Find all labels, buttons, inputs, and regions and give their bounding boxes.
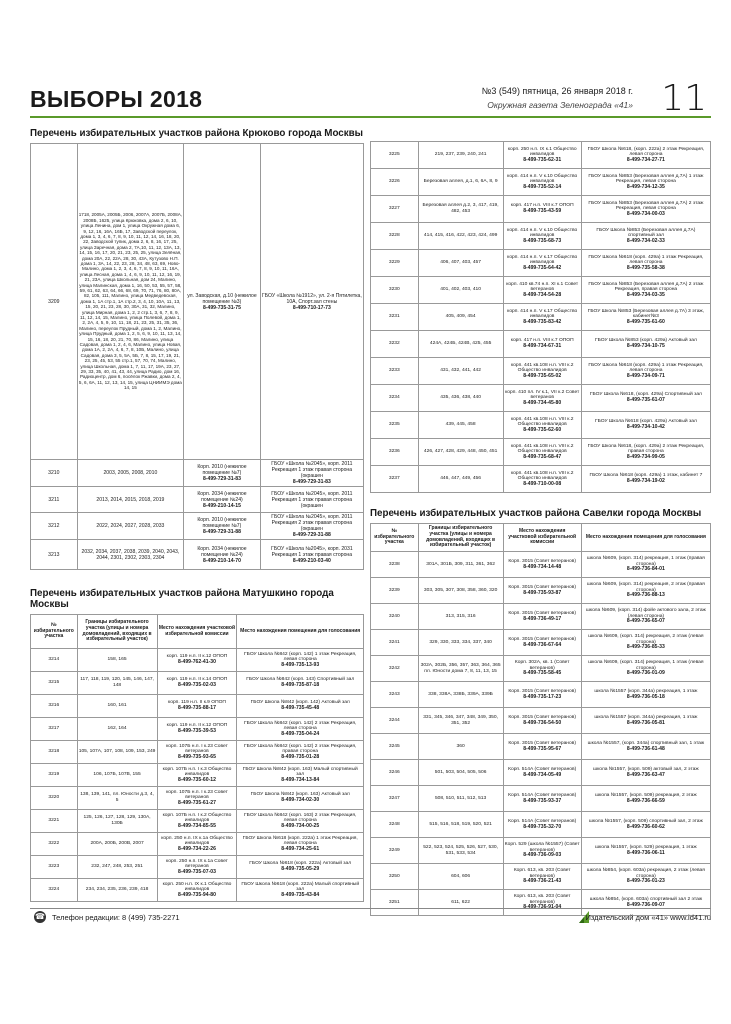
district-streets: 522, 523, 524, 525, 526, 527, 530, 531, 533, 534 (418, 838, 503, 864)
district-streets: 158, 165 (77, 649, 157, 672)
commission-location: Корп. 514А (Совет ветеранов) 8-499-734-05-49 (503, 760, 581, 786)
table-row (371, 277, 711, 304)
district-streets: 426, 427, 428, 429, 448, 450, 451 (418, 439, 503, 466)
district-streets: 2032, 2034, 2037, 2038, 2039, 2040, 2043, 2044, 2301, 2302, 2303, 2304 (77, 540, 184, 570)
voting-location: ГБОУ «Школа №2045», корп. 2031 Рекреация 1 этаж правая сторона 8-499-210-03-40 (260, 540, 363, 570)
district-number: 3218 (31, 741, 78, 764)
kryukovo-table (30, 143, 364, 570)
table-row (371, 304, 711, 331)
district-streets: 338, 338А, 338Б, 339А, 339Б (418, 682, 503, 708)
table-row (31, 540, 364, 570)
table-row (371, 812, 711, 838)
commission-location: корп. 414 н.п. V к.17 Общество инвалидов 8-499-735-64-42 (503, 250, 581, 277)
district-number: 3210 (31, 460, 78, 487)
table-header-row (31, 615, 364, 649)
commission-location: корп. 441 кв.108 н.п. VIII к.2 Общество инвалидов 8-499-735-62-60 (503, 412, 581, 439)
district-number: 3244 (371, 708, 419, 734)
commission-location: корп. 119 н.п. II к.9 ОПОП 8-499-735-88-17 (157, 695, 237, 718)
commission-location: корп. 250 н.п. IX к.1а Совет ветеранов 8-499-735-07-03 (157, 856, 237, 879)
commission-location: Корп. 3015 (Совет ветеранов) 8-499-735-17-23 (503, 682, 581, 708)
table-row (31, 879, 364, 902)
commission-location: Корп. 3015 (Совет ветеранов) 8-499-734-14-48 (503, 552, 581, 578)
commission-location: Корп. 2010 (нежилое помещение №7) 8-499-729-31-83 (184, 460, 261, 487)
phone-icon: ☎ (35, 912, 45, 921)
table-row (371, 734, 711, 760)
commission-location: Корп. 613, кв. 203 (Совет ветеранов) 8-499-736-91-04 (503, 890, 581, 916)
commission-location: Корп. 2010 (нежилое помещение №7) 8-499-729-31-88 (184, 513, 261, 540)
district-number: 3214 (31, 649, 78, 672)
district-number: 3242 (371, 656, 419, 682)
table-row (371, 358, 711, 385)
district-streets: 117, 118, 119, 120, 145, 146, 147, 148 (77, 672, 157, 695)
table-row (371, 169, 711, 196)
voting-location: ГБОУ Школа №618 (корп. 222а) Малый спортивный зал 8-499-735-43-84 (237, 879, 364, 902)
matushkino-table (30, 614, 364, 902)
voting-location: ГБОУ Школа №618 (корп. 429а) 1 этаж Рекреация, левая сторона 8-499-734-09-71 (581, 358, 710, 385)
district-streets: 405, 409, 454 (418, 304, 503, 331)
voting-location: школа №609, (корп. 314) рекреация, 2 этаж (правая сторона) 8-499-736-88-13 (581, 578, 710, 604)
savelki-table (370, 523, 711, 916)
table-row (31, 649, 364, 672)
voting-location: школа №1557, (корп. 529) рекреация, 1 этаж 8-499-736-06-11 (581, 838, 710, 864)
voting-location: ГБОУ Школа №842 (корп. 163) Малый спортивный зал 8-499-734-13-84 (237, 764, 364, 787)
district-number: 3245 (371, 734, 419, 760)
commission-location: Корп. 3015 (Совет ветеранов) 8-499-735-93-87 (503, 578, 581, 604)
district-number: 3213 (31, 540, 78, 570)
commission-location: Корп. 3015 (Совет ветеранов) 8-499-736-49-17 (503, 604, 581, 630)
voting-location: школа №609, (корп. 314) рекреация, 1 этаж (правая сторона) 8-499-736-84-01 (581, 552, 710, 578)
district-number: 3228 (371, 223, 419, 250)
district-number: 3232 (371, 331, 419, 358)
voting-location: школа №1557 (корп. 344а) рекреация, 1 этаж 8-499-736-05-81 (581, 708, 710, 734)
district-streets: 360 (418, 734, 503, 760)
district-number: 3238 (371, 552, 419, 578)
table-row (31, 695, 364, 718)
voting-location: ГБОУ Школа №618 (корп. 222а) Актовый зал 8-499-735-05-29 (237, 856, 364, 879)
commission-location: корп. 414 н.п. V к.17 Общество инвалидов 8-499-735-83-42 (503, 304, 581, 331)
table-row (371, 786, 711, 812)
voting-location: школа №1557 (корп. 344а) рекреация, 1 этаж 8-499-736-05-18 (581, 682, 710, 708)
column-header: № избирательного участка (31, 615, 78, 649)
district-streets: 2003, 2005, 2008, 2010 (77, 460, 184, 487)
commission-location: корп. 107Б н.п. I к.2 Общество инвалидов 8-499-734-85-55 (157, 810, 237, 833)
district-number: 3215 (31, 672, 78, 695)
district-streets: 106, 107Б, 107В, 155 (77, 764, 157, 787)
district-number: 3229 (371, 250, 419, 277)
district-streets: 439, 445, 458 (418, 412, 503, 439)
commission-location: корп. 119 н.п. II к.12 ОПОП 8-499-762-41-30 (157, 649, 237, 672)
table-row (31, 513, 364, 540)
district-streets: 105, 107А, 107, 108, 109, 153, 249 (77, 741, 157, 764)
commission-location: ул. Заводская, д.10 (нежилое помещение №3) 8-499-735-31-75 (184, 144, 261, 460)
page-header (30, 80, 711, 118)
district-streets: 138, 139, 141, пл. Юности д.3, 4, 5 (77, 787, 157, 810)
district-streets: 2013, 2014, 2015, 2018, 2019 (77, 487, 184, 513)
district-number: 3212 (31, 513, 78, 540)
editorial-phone: Телефон редакции: 8 (499) 735-2271 (52, 913, 180, 922)
district-streets: 303, 305, 307, 308, 358, 360, 320 (418, 578, 503, 604)
column-header: Границы избирательного участка (улицы и номера домовладений, входящих в избирательный участок) (77, 615, 157, 649)
matushkino-title: Перечень избирательных участков района Матушкино города Москвы (30, 588, 334, 610)
commission-location: корп. 250 н.п. IX к.1 Общество инвалидов 8-499-735-62-31 (503, 142, 581, 169)
kryukovo-title: Перечень избирательных участков района Крюково города Москвы (30, 128, 364, 139)
matushkino-cont-section (370, 141, 711, 493)
district-number: 3226 (371, 169, 419, 196)
table-row (31, 787, 364, 810)
table-row (31, 460, 364, 487)
voting-location: ГБОУ Школа №842 (корп. 142) 2 этаж Рекреация, левая сторона 8-499-735-04-24 (237, 718, 364, 741)
district-number: 3235 (371, 412, 419, 439)
commission-location: Корп. 514А (Совет ветеранов) 8-499-735-93-37 (503, 786, 581, 812)
voting-location: ГБОУ Школа №618, (корп. 222а) 2 этаж Рекреация, левая сторона 8-499-734-27-71 (581, 142, 710, 169)
district-streets: 431, 432, 441, 442 (418, 358, 503, 385)
table-row (371, 331, 711, 358)
voting-location: ГБОУ «Школа №2045», корп. 2011 Рекреация 1 этаж правая сторона (окрашен 8-499-729-31-83 (260, 460, 363, 487)
district-number: 3250 (371, 864, 419, 890)
district-streets: 232, 247, 248, 253, 251 (77, 856, 157, 879)
district-streets: 508, 510, 511, 512, 513 (418, 786, 503, 812)
table-row (371, 708, 711, 734)
district-streets: 331, 345, 346, 347, 348, 349, 350, 351, 352 (418, 708, 503, 734)
district-streets: 301А, 301Б, 309, 311, 361, 362 (418, 552, 503, 578)
voting-location: ГБОУ «Школа №1912», ул. 2-я Пятилетка, 10А, Спорт.зал стены 8-499-710-17-73 (260, 144, 363, 460)
table-row (371, 223, 711, 250)
voting-location: школа №1557, (корп. 509) рекреация, 2 этаж 8-499-736-66-59 (581, 786, 710, 812)
commission-location: Корп. 2034 (нежилое помещение №24) 8-499-210-14-15 (184, 487, 261, 513)
district-streets: 1718, 2005А, 2005Б, 2006, 2007А, 2007Б, 2008А, 2008Б, 1625, улица Крюковка, дома 2, 6, 10, улица Ленина, дом 1, улица Окружная дома 6, 9, 12, 16, 16А, 16Б, 17, Заводской переулок, дома 1, 3, 4, 6, 7, 8, 9, 10, 11, 12, 14, 16, 18, 20, 22, Заводской тупик, дома 2, 6, 8, 16, 17, 25, улица Заречная, дома 2, 7А,10, 11, 12, 13А, 13, 14, 15, 16, 17, 20, 21, 23, 25, 25, улица Зелёная, дома 20А, 22, 22А, 28, 30, 43А, Кутузово Н.П. дома 1, 3А, 14, 22, 23, 28, 34, 48, 63, 69, Ново-Малино, дома 1, 2, 3, 4, 6, 7, 8, 9, 10, 11, 16А, улица Лесная, дома 1, 4, 6, 9, 10, 11, 12, 16, 19, 21, 23А, улица Школьная, дом 24, Малино, улица Малинская, дома 1, 16, 50, 53, 55, 57, 58, 59, 61, 62, 63, 64, 66, 68, 69, 70, 71, 76, 80, 80А, 82, 105, 111, Малино, улица Медведевская, дома 1, 1А стр.1, 1А стр.2, 3, 4, 10, 10А, 11, 13, 15, 20, 21, 23, 28, 30, 30А, 31, 32, Малино, улица Мирная, дома 1, 2, 2 стр.1, 3, 6, 7, 8, 9, 11, 12, 14, 15, Малино, улица Полевой, дома 1, 2, 2А, 4, 5, 9, 10, 11, 18, 21, 23, 25, 31, 35, 36, Малино, переулок Прудный, дома 1, 2, Малино, улица Прудный, дома 1, 2, 5, 6, 9, 10, 11, 13, 14, 15, 16, 18, 20, 21, 70, 86, Малино, улица Садовая, дома 1, 2, 4, 6, Малино, улица Новая, дома 1А, 2, 2А, 4, 6, 7, 8, 10Б, Малино, улица Садовая, дома 3, 5, 5А, 5Б, 7, 8, 15, 17, 19, 21, 23, 25, 45, 53, 55 стр.1, 57, 70, 74, Малино, улица Школьная, дома 1, 7, 11, 17, 19А, 23, 27, 29, 33, 35, 40, 41, 43, 44, улица Радио, дом 16, Радиоцентр, дом 6, посёлок Ржавки, дома 2, 4, 5, 6, 6А, 11, 12, 13, 14, 15, улица ЦНИИМЭ дома 14, 15 (77, 144, 184, 460)
kryukovo-section (30, 128, 364, 570)
voting-location: школа №609, (корп. 314) рекреация, 1 этаж (левая сторона) 8-499-736-01-09 (581, 656, 710, 682)
section-title: ВЫБОРЫ 2018 (30, 86, 203, 112)
table-row (371, 552, 711, 578)
district-number: 3243 (371, 682, 419, 708)
district-streets: 414, 415, 416, 422, 423, 424, 499 (418, 223, 503, 250)
page-number: 11 (661, 78, 707, 119)
matushkino-cont-rows (371, 142, 711, 493)
district-number: 3248 (371, 812, 419, 838)
table-row (371, 760, 711, 786)
table-row (371, 439, 711, 466)
voting-location: школа №609, (корп. 314) фойе актового зала, 2 этаж (левая сторона) 8-499-736-65-07 (581, 604, 710, 630)
district-streets: 302А, 302Б, 356, 357, 363, 364, 365 пл. Юности дома 7, 8, 11, 13, 15 (418, 656, 503, 682)
district-streets: 162, 164 (77, 718, 157, 741)
commission-location: Корп. 2034 (нежилое помещение №24) 8-499-210-14-70 (184, 540, 261, 570)
district-number: 3225 (371, 142, 419, 169)
commission-location: корп. 441 кв.108 н.п. VIII к.2 Общество инвалидов 8-499-735-68-47 (503, 439, 581, 466)
commission-location: Корп. 3015 (Совет ветеранов) 8-499-736-67-64 (503, 630, 581, 656)
district-number: 3223 (31, 856, 78, 879)
commission-location: корп. 107Б н.п. I к.3 Общество инвалидов 8-499-735-60-12 (157, 764, 237, 787)
column-header: Место нахождения помещения для голосования (237, 615, 364, 649)
commission-location: корп. 410 пл. IV к.1, VII к.2 Совет ветеранов 8-499-734-45-80 (503, 385, 581, 412)
district-number: 3251 (371, 890, 419, 916)
district-streets: 2022, 2024, 2027, 2028, 2033 (77, 513, 184, 540)
table-row (371, 196, 711, 223)
page-footer (30, 908, 711, 923)
table-row (31, 856, 364, 879)
district-number: 3217 (31, 718, 78, 741)
table-row (371, 838, 711, 864)
commission-location: корп. 107Б н.п. I к.23 Совет ветеранов 8-499-735-61-27 (157, 787, 237, 810)
table-row (31, 741, 364, 764)
district-number: 3211 (31, 487, 78, 513)
voting-location: ГБОУ Школа №618, (корп. 429а) Спортивный зал 8-499-735-61-07 (581, 385, 710, 412)
table-row (371, 656, 711, 682)
district-streets: 611, 622 (418, 890, 503, 916)
table-row (31, 833, 364, 856)
district-number: 3227 (371, 196, 419, 223)
commission-location: корп. 417 н.п. VIII к.7 ОПОП 8-499-734-67-31 (503, 331, 581, 358)
district-streets: 435, 436, 438, 440 (418, 385, 503, 412)
district-number: 3224 (31, 879, 78, 902)
table-row (31, 672, 364, 695)
commission-location: корп. 107Б н.п. I к.23 Совет ветеранов 8-499-735-93-65 (157, 741, 237, 764)
table-row (371, 250, 711, 277)
voting-location: школа №1557, (корп. 509) актовый зал, 2 этаж 8-499-736-63-47 (581, 760, 710, 786)
district-streets: 515, 516, 518, 519, 520, 521 (418, 812, 503, 838)
table-header-row (371, 524, 711, 552)
district-streets: 446, 447, 449, 456 (418, 466, 503, 493)
column-header: Место нахождения участковой избирательной комиссии (503, 524, 581, 552)
voting-location: ГБОУ «Школа №2045», корп. 2011 Рекреация 2 этаж правая сторона (окрашен 8-499-729-31-88 (260, 513, 363, 540)
voting-location: ГБОУ «Школа №2045», корп. 2011 Рекреация 1 этаж правая сторона (окрашен (260, 487, 363, 513)
matushkino-section (30, 588, 364, 902)
voting-location: ГБОУ Школа №842 (корп. 143) Спортивный зал 8-499-735-87-18 (237, 672, 364, 695)
matushkino-rows (31, 649, 364, 902)
district-number: 3209 (31, 144, 78, 460)
district-number: 3249 (371, 838, 419, 864)
table-row (371, 630, 711, 656)
voting-location: ГБОУ Школа №842 (корп. 163) Актовый зал 8-499-734-02-30 (237, 787, 364, 810)
district-number: 3233 (371, 358, 419, 385)
table-row (371, 412, 711, 439)
voting-location: ГБОУ Школа №618 (корп. 429а) 1 этаж, кабинет 7 8-499-734-19-02 (581, 466, 710, 493)
voting-location: ГБОУ Школа №618 (корп. 222а) 1 этаж Рекреация, левая сторона 8-499-734-25-61 (237, 833, 364, 856)
district-streets: 313, 315, 316 (418, 604, 503, 630)
table-row (31, 718, 364, 741)
savelki-rows (371, 552, 711, 916)
table-row (371, 142, 711, 169)
commission-location: Корп. 529 (школа №1557) (Совет ветеранов) 8-499-736-09-03 (503, 838, 581, 864)
voting-location: ГБОУ Школа №842 (корп. 142) Актовый зал 8-499-735-45-48 (237, 695, 364, 718)
voting-location: школа №1557, (корп. 509) спортивный зал, 2 этаж 8-499-736-60-62 (581, 812, 710, 838)
district-streets: 406, 407, 403, 457 (418, 250, 503, 277)
district-streets: 200А, 200Б, 200В, 2007 (77, 833, 157, 856)
voting-location: ГБОУ Школа №618 (корп. 429а) 1 этаж Рекреация, левая сторона 8-499-735-58-38 (581, 250, 710, 277)
savelki-section (370, 508, 711, 916)
district-streets: 160, 161 (77, 695, 157, 718)
matushkino-cont-table (370, 141, 711, 493)
commission-location: корп. 414 н.п. V к.10 Общество инвалидов 8-499-735-52-14 (503, 169, 581, 196)
voting-location: ГБОУ Школа №618 (корп. 429а) Актовый зал 8-499-734-10-42 (581, 412, 710, 439)
commission-location: корп. 250 н.п. IX к.1 Общество инвалидов 8-499-735-94-80 (157, 879, 237, 902)
voting-location: ГБОУ Школа №618, (корп. 429а) 2 этаж Рекреация, правая сторона 8-499-734-99-05 (581, 439, 710, 466)
district-number: 3236 (371, 439, 419, 466)
commission-location: корп. 410 кв.74 н.п. XI к.1 Совет ветеранов 8-499-734-54-28 (503, 277, 581, 304)
voting-location: ГБОУ Школа №842 (корп. 142) 1 этаж Рекреация, левая сторона 8-499-735-13-93 (237, 649, 364, 672)
table-row (371, 385, 711, 412)
district-streets: 234, 234, 235, 236, 239, 418 (77, 879, 157, 902)
table-row (31, 810, 364, 833)
district-number: 3240 (371, 604, 419, 630)
paper-name: Окружная газета Зеленограда «41» (487, 100, 633, 110)
commission-location: корп. 441 кв.108 н.п. VIII к.2 Общество инвалидов 8-499-735-65-02 (503, 358, 581, 385)
voting-location: ГБОУ Школа №853 (Березовая аллея д.7А) 2 этаж Рекреация, правая сторона 8-499-734-03-35 (581, 277, 710, 304)
table-row (371, 604, 711, 630)
table-row (371, 682, 711, 708)
commission-location: Корп. 302А, кв. 1 (Совет ветеранов) 8-499-735-58-45 (503, 656, 581, 682)
voting-location: школа №854, (корп. 603а) рекреация, 2 этаж (левая сторона) 8-499-736-01-23 (581, 864, 710, 890)
district-streets: 401, 402, 403, 410 (418, 277, 503, 304)
district-streets: 125, 126, 127, 128, 129, 130А, 130Б (77, 810, 157, 833)
voting-location: школа №1557, (корп. 344а) спортивный зал, 1 этаж 8-499-736-61-48 (581, 734, 710, 760)
district-number: 3247 (371, 786, 419, 812)
voting-location: ГБОУ Школа №842 (корп. 142) 2 этаж Рекреация, правая сторона 8-499-735-01-28 (237, 741, 364, 764)
table-row (371, 578, 711, 604)
district-number: 3237 (371, 466, 419, 493)
commission-location: корп. 119 н.п. II к.14 ОПОП 8-499-735-02-03 (157, 672, 237, 695)
commission-location: корп. 119 н.п. II к.12 ОПОП 8-499-735-39-53 (157, 718, 237, 741)
commission-location: Корп. 613, кв. 203 (Совет ветеранов) 8-499-736-21-43 (503, 864, 581, 890)
district-streets: Березовая аллея, д.1, 6, 6А, 8, 9 (418, 169, 503, 196)
voting-location: ГБОУ Школа №853 (Березовая аллея д.7А) 2 этаж Рекреация, левая сторона 8-499-734-00-03 (581, 196, 710, 223)
commission-location: Корп. 514А (Совет ветеранов) 8-499-735-32-70 (503, 812, 581, 838)
voting-location: ГБОУ Школа №853 (Березовая аллея д.7А) 1 этаж Рекреация, левая сторона 8-499-734-12-35 (581, 169, 710, 196)
column-header: Место нахождения участковой избирательной комиссии (157, 615, 237, 649)
table-row (31, 144, 364, 460)
voting-location: школа №854, (корп. 603а) спортивный зал 2 этаж 8-499-736-09-07 (581, 890, 710, 916)
district-streets: 424А, 424Б, 424В, 425, 455 (418, 331, 503, 358)
column-header: Место нахождения помещения для голосования (581, 524, 710, 552)
voting-location: ГБОУ Школа №853 (Березовая аллея д.7А) 3 этаж, кабинет№3 8-499-735-61-60 (581, 304, 710, 331)
district-number: 3246 (371, 760, 419, 786)
issue-info: №3 (549) пятница, 26 января 2018 г. (481, 86, 633, 96)
table-row (31, 487, 364, 513)
commission-location: корп. 414 н.п. V к.10 Общество инвалидов 8-499-735-68-73 (503, 223, 581, 250)
district-number: 3234 (371, 385, 419, 412)
district-number: 3241 (371, 630, 419, 656)
publisher-info: Издательский дом «41» www.id41.ru (585, 913, 711, 922)
district-streets: 329, 330, 333, 334, 337, 340 (418, 630, 503, 656)
voting-location: школа №609, (корп. 314) рекреация, 2 этаж (левая сторона) 8-499-736-85-33 (581, 630, 710, 656)
district-streets: 219, 237, 239, 240, 241 (418, 142, 503, 169)
district-number: 3221 (31, 810, 78, 833)
district-number: 3220 (31, 787, 78, 810)
district-number: 3219 (31, 764, 78, 787)
commission-location: Корп. 3015 (Совет ветеранов) 8-499-735-95-67 (503, 734, 581, 760)
table-row (31, 764, 364, 787)
commission-location: Корп. 3015 (Совет ветеранов) 8-499-736-54-50 (503, 708, 581, 734)
commission-location: корп. 441 кв.108 н.п. VIII к.2 Общество инвалидов 8-499-710-00-08 (503, 466, 581, 493)
district-number: 3239 (371, 578, 419, 604)
district-number: 3230 (371, 277, 419, 304)
voting-location: ГБОУ Школа №853 (Березовая аллея д.7А) спортивный зал 8-499-734-02-33 (581, 223, 710, 250)
district-streets: 501, 503, 504, 505, 506 (418, 760, 503, 786)
column-header: Границы избирательного участка (улицы и номера домовладений, входящих в избирательный участок) (418, 524, 503, 552)
commission-location: корп. 417 н.п. VIII к.7 ОПОП 8-499-735-43-59 (503, 196, 581, 223)
commission-location: корп. 250 н.п. IX к.1а Общество инвалидов 8-499-734-22-26 (157, 833, 237, 856)
savelki-title: Перечень избирательных участков района Савелки города Москвы (370, 508, 702, 519)
district-streets: Березовая аллея д.2, 3, 417, 419, 482, 453 (418, 196, 503, 223)
voting-location: ГБОУ Школа №853 (корп. 429а) Актовый зал 8-499-734-10-75 (581, 331, 710, 358)
district-number: 3231 (371, 304, 419, 331)
voting-location: ГБОУ Школа №842 (корп. 163) 2 этаж Рекреация, левая сторона 8-499-734-00-25 (237, 810, 364, 833)
table-row (371, 466, 711, 493)
table-row (371, 864, 711, 890)
district-number: 3216 (31, 695, 78, 718)
district-number: 3222 (31, 833, 78, 856)
district-streets: 604, 606 (418, 864, 503, 890)
column-header: № избирательного участка (371, 524, 419, 552)
